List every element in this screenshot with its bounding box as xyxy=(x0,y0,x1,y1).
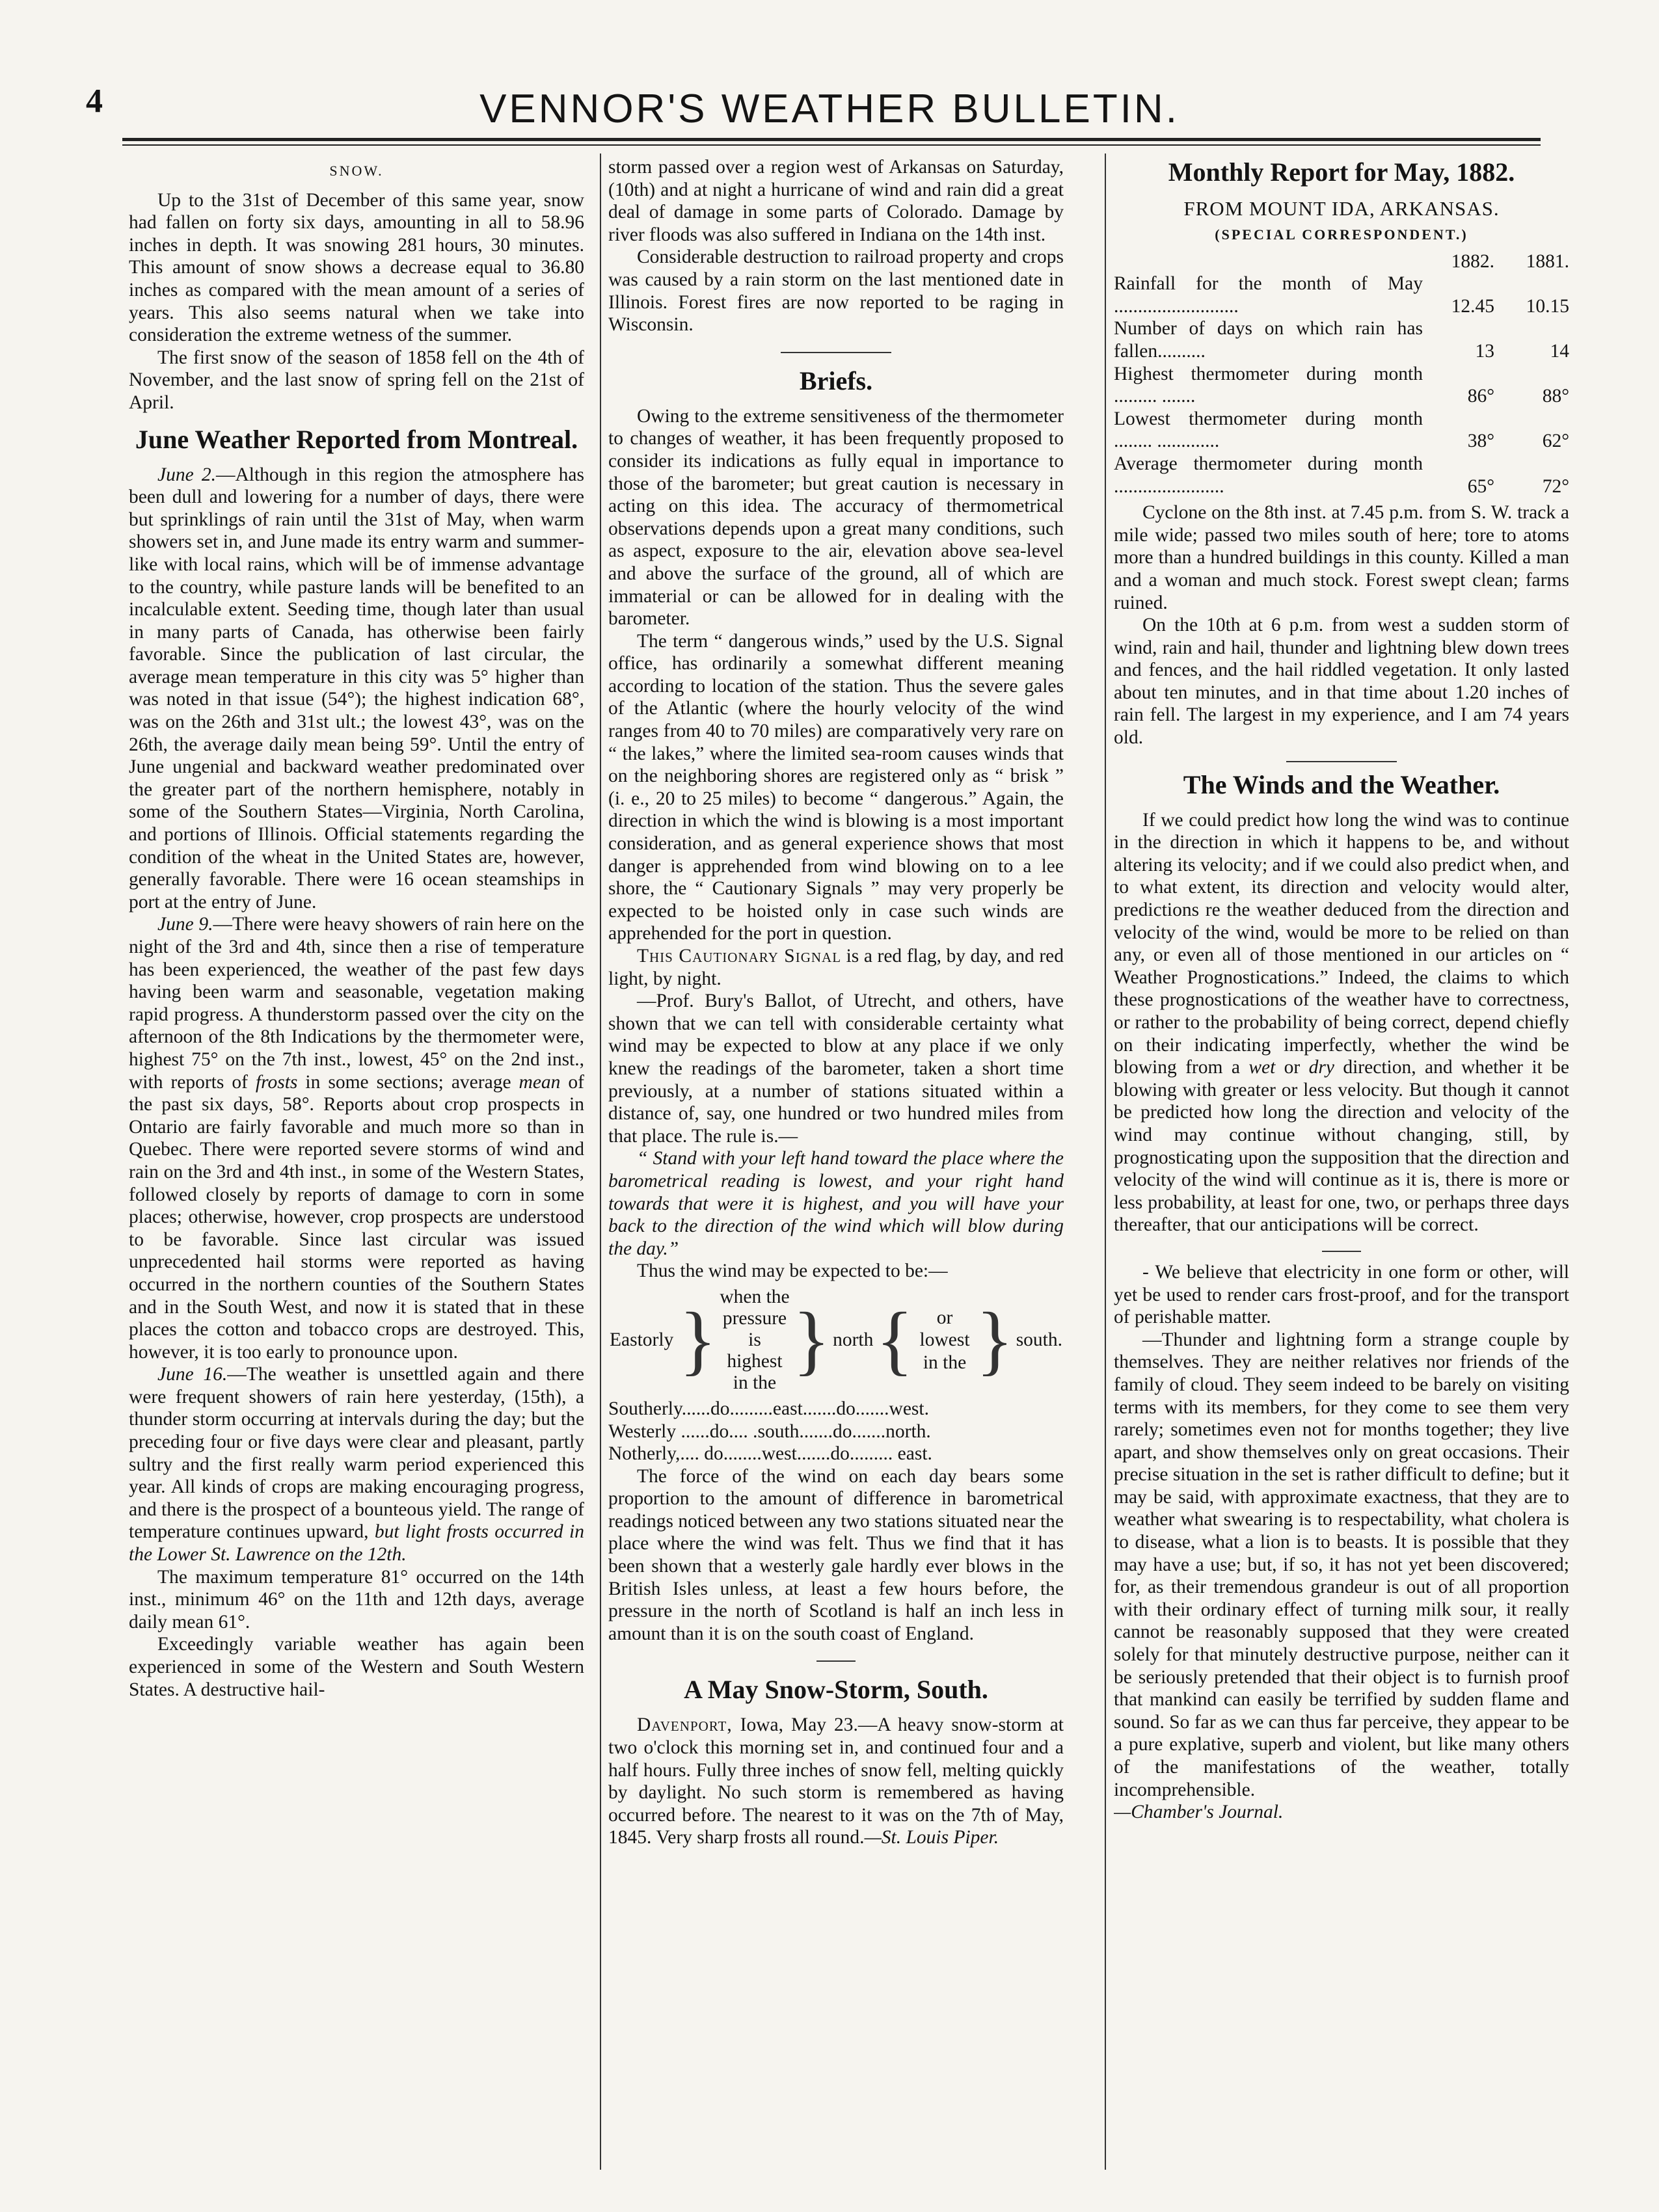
june-2-date: June 2. xyxy=(157,464,216,485)
report-label: Highest thermometer during month ......... ....... xyxy=(1114,363,1423,407)
briefs-heading: Briefs. xyxy=(799,366,873,395)
briefs-rule-quote xyxy=(608,1147,1064,1260)
brace-left-3: { xyxy=(876,1296,913,1383)
briefs-cautionary-signal xyxy=(608,945,1064,990)
cautionary-signal-caps: This Cautionary Signal xyxy=(637,946,842,966)
snow-heading: SNOW. xyxy=(329,163,384,179)
report-year-1882: 1882. xyxy=(1451,250,1494,272)
june-16-paragraph-3: Exceedingly variable weather has again been experienced in some of the Western and South Western States. A destructive hail- xyxy=(129,1634,584,1700)
report-year-1881: 1881. xyxy=(1526,250,1569,272)
header-rule xyxy=(122,138,1541,141)
column-rule-2 xyxy=(1105,153,1106,2170)
june-16-date: June 16. xyxy=(157,1364,228,1385)
winds-wet: wet xyxy=(1248,1057,1276,1078)
hail-storm-paragraph: On the 10th at 6 p.m. from west a sudden storm of wind, rain and hail, thunder and lightning blew down trees and fences, and the hail riddled vegetation. It only lasted about ten minutes, and in that time about 1.20 inches of rain fell. The largest in my experience, and I am 74 years old. xyxy=(1114,615,1569,749)
briefs-dangerous-winds: The term “ dangerous winds,” used by the U.S. Signal office, has ordinarily a somewhat different meaning according to location of the station. Thus the severe gales of the Atlantic (where the hourly velocity of the wind ranges from 40 to 70 miles) are comparatively very rare on “ the lakes,” where the limited sea-room causes winds that on the neighboring shores are registered only as “ brisk ” (i. e., 20 to 25 miles) to become “ dangerous.” Again, the direction in which the wind is blowing is a most important consideration, and as general experience shows that most danger is apprehended from wind blowing on to a lee shore, the “ Cautionary Signals ” may very properly be expected to be hoisted only in case such winds are apprehended for the port in question. xyxy=(608,630,1064,944)
wind-lowest: or lowest in the xyxy=(919,1307,970,1373)
wind-table xyxy=(608,1286,1064,1394)
report-row xyxy=(1114,317,1569,362)
winds-text-b: direction, and whether it be blowing with greater or less velocity. But though it cannot be predicted how long the direction and velocity of the wind may continue without changing, still, by prognosticating upon the supposition that the direction and velocity of the wind will continue as it is, there is more or less probability, at least for one, two, or perhaps three days thereafter, that our anticipations will be correct. xyxy=(1114,1057,1569,1236)
snowstorm-source: —St. Louis Piper. xyxy=(864,1827,999,1848)
report-label: Rainfall for the month of May .......................... xyxy=(1114,273,1423,317)
report-row xyxy=(1114,408,1569,453)
june-9-mean: mean xyxy=(519,1071,561,1093)
section-separator xyxy=(1322,1251,1361,1252)
briefs-thus: Thus the wind may be expected to be:— xyxy=(637,1260,948,1282)
railroad-damage: Considerable destruction to railroad property and crops was caused by a rain storm on the last mentioned date in Illinois. Forest fires are now reported to be raging in Wisconsin. xyxy=(608,247,1064,336)
monthly-report-heading: Monthly Report for May, 1882. xyxy=(1168,157,1515,187)
storm-continued: storm passed over a region west of Arkansas on Saturday, (10th) and at night a hurricane of wind and rain did a great deal of damage in some parts of Colorado. Damage by river floods was also suffered in Indiana on the 14th inst. xyxy=(608,157,1064,245)
wind-south: south. xyxy=(1016,1329,1062,1351)
snow-paragraph-1: Up to the 31st of December of this same year, snow had fallen on forty six days, amounting in all to 58.96 inches in depth. It was snowing 281 hours, 30 minutes. This amount of snow shows a decrease equal to 36.80 inches as compared with the mean amount of a series of years. This also seems natural when we take into consideration the extreme wetness of the summer. xyxy=(129,189,584,346)
special-correspondent: (SPECIAL CORRESPONDENT.) xyxy=(1215,226,1468,243)
report-value-1881: 62° xyxy=(1542,431,1569,452)
june-2-text: —Although in this region the atmosphere has been dull and lowering for a number of days, there were but sprinklings of rain until the 31st of May, when warm showers set in, and June made its entry warm and summer-like with local rains, which will be of immense advantage to the country, while pasture lands will be benefited to an incalculable extent. Seeding time, though later than usual in many parts of Canada, has otherwise been fairly favorable. Since the publication of last circular, the average mean temperature in this city was 5° higher than was noted in that issue (54°); the highest indication 68°, was on the 26th and 31st ult.; the lowest 43°, was on the 26th, the average daily mean being 59°. Until the entry of June ungenial and backward weather predominated over the greater part of the northern hemisphere, notably in some of the Southern States—Virginia, North Carolina, and portions of Illinois. Official statements regarding the condition of the wheat in the United States are, however, generally favorable. There were 16 ocean steamships in port at the entry of June. xyxy=(129,464,584,913)
wind-row: Westerly ......do.... .south.......do.......north. xyxy=(608,1420,931,1442)
report-label: Lowest thermometer during month ........ ............. xyxy=(1114,408,1423,452)
winds-weather-heading: The Winds and the Weather. xyxy=(1183,769,1500,799)
briefs-thermometer: Owing to the extreme sensitiveness of the thermometer to changes of weather, it has been frequently proposed to consider its indications as fully equal in importance to those of the barometer; but great caution is necessary in acting on this idea. The accuracy of thermometrical observations depends upon a great many conditions, such as aspect, exposure to the air, elevation above sea-level and above the surface of the ground, all of which are immaterial or can be allowed for in dealing with the barometer. xyxy=(608,405,1064,630)
report-value-1882: 86° xyxy=(1467,386,1494,407)
wind-north: north xyxy=(833,1329,874,1351)
june-9-date: June 9. xyxy=(157,914,213,935)
section-separator xyxy=(1286,761,1397,762)
page-number: 4 xyxy=(86,83,103,120)
report-value-1881: 72° xyxy=(1542,475,1569,497)
brace-left-2: } xyxy=(792,1296,831,1383)
june-16-frost-note: but light frosts occurred in the Lower St. Lawrence on the 12th. xyxy=(129,1521,584,1566)
winds-paragraph xyxy=(1114,809,1569,1236)
briefs-force: The force of the wind on each day bears some proportion to the amount of difference in barometrical readings noticed between any two stations situated near the place where the wind was felt. Thus we find that it has been shown that a westerly gale hardly ever blows in the British Isles unless, at least a few hours before, the pressure in the north of Scotland is half an inch less in amount than it is on the south coast of England. xyxy=(608,1465,1064,1644)
june-2-paragraph xyxy=(129,464,584,914)
report-value-1882: 38° xyxy=(1467,431,1494,452)
column-rule-1 xyxy=(600,153,601,2170)
monthly-report-table xyxy=(1114,250,1569,498)
wind-row: Southerly......do.........east.......do.......west. xyxy=(608,1398,929,1419)
rule-quote-text: “ Stand with your left hand toward the place where the barometrical reading is lowest, and your right hand towards that were it is highest, and you will have your back to the direction of the wind which will blow during the day.” xyxy=(608,1148,1064,1259)
snow-paragraph-2: The first snow of the season of 1858 fell on the 4th of November, and the last snow of spring fell on the 21st of April. xyxy=(129,347,584,413)
report-row xyxy=(1114,273,1569,317)
report-label: Average thermometer during month ....................... xyxy=(1114,453,1423,497)
snowstorm-heading: A May Snow-Storm, South. xyxy=(684,1675,988,1705)
section-separator xyxy=(781,352,891,353)
cautionary-signal-text: is a red flag, by day, and red light, by night. xyxy=(608,946,1064,989)
wind-row: Notherly,.... do........west.......do......... east. xyxy=(608,1443,932,1465)
section-separator xyxy=(816,1660,856,1662)
june-9-frosts: frosts xyxy=(255,1071,298,1093)
june-9-paragraph xyxy=(129,913,584,1363)
winds-text-a: If we could predict how long the wind was to continue in the direction in which it happens to be, and without altering its velocity; and if we could also predict when, and to what extent, its direction and velocity would alter, predictions re the weather deduced from the direction and velocity of the wind, would be more to be relied on than any, or even all of those mentioned in our articles on “ Weather Prognostications.” Indeed, the claims to which these prognostications of the weather have to correctness, or rather to the probability of being correct, depend chiefly on their indicating imperfectly, whether the wind be blowing from a xyxy=(1114,809,1569,1078)
thunder-source-text: —Chamber's Journal. xyxy=(1114,1802,1284,1823)
snowstorm-paragraph xyxy=(608,1714,1064,1849)
snowstorm-dateline: Davenport, xyxy=(637,1714,733,1736)
thunder-source xyxy=(1114,1801,1569,1824)
report-value-1881: 14 xyxy=(1550,340,1569,362)
brace-left-4: } xyxy=(976,1296,1014,1383)
cyclone-paragraph: Cyclone on the 8th inst. at 7.45 p.m. from S. W. track a mile wide; passed two miles south of here; tore to atoms more than a hundred buildings in this county. Killed a man and a woman and much stock. Forest swept clean; farms ruined. xyxy=(1114,502,1569,613)
june-weather-heading: June Weather Reported from Montreal. xyxy=(135,424,578,454)
running-head: VENNOR'S WEATHER BULLETIN. xyxy=(479,87,1180,131)
june-9-text-c: of the past six days, 58°. Reports about crop prospects in Ontario are fairly favorable and much more so than in Quebec. There were reported severe storms of wind and rain on the 3rd and 4th inst., in some of the Western States, followed closely by reports of damage to corn in some places; otherwise, however, crop prospects are understood to be favorable. Since last circular was issued unprecedented hail storms were reported as having occurred in the northern counties of the Southern States and in the South West, and now it is stated that in these places the cotton and tobacco crops are destroyed. This, however, it is too early to pronounce upon. xyxy=(129,1071,584,1363)
june-16-paragraph xyxy=(129,1363,584,1566)
report-label: Number of days on which rain has fallen.......... xyxy=(1114,318,1423,362)
report-value-1882: 65° xyxy=(1467,475,1494,497)
column-3 xyxy=(1114,156,1569,2179)
briefs-buys-ballot: —Prof. Bury's Ballot, of Utrecht, and others, have shown that we can tell with considerable certainty what wind may be expected to blow at any place if we only knew the readings of the barometer, taken a short time previously, at a number of stations situated within a distance of, say, one hundred or two hundred miles from that place. The rule is.— xyxy=(608,991,1064,1147)
report-header-row xyxy=(1114,250,1569,273)
report-row xyxy=(1114,363,1569,408)
wind-eastorly: Eastorly xyxy=(610,1329,674,1351)
thunder-paragraph: —Thunder and lightning form a strange couple by themselves. They are neither relatives nor friends of the family of cloud. They seem indeed to be barely on visiting terms with its members, for they come to see them very rarely; sometimes even not for months together; they live apart, and show themselves only on great occasions. Their precise situation in the set is rather difficult to define; but it may be said, with approximate exactness, that they are to weather what swearing is to respectability, what cholera is to disease, what a lion is to beasts. It is possible that they may have a use; but, if so, it has not yet been discovered; for, as their tremendous grandeur is out of all proportion with their ordinary effect of turning milk sour, it really cannot be reasonably supposed that they were created solely for that minutely destructive purpose, neither can it be seriously pretended that their object is to furnish proof that mankind can easily be terrified by sudden flame and sound. So far as we can thus far perceive, they appear to be a pure explative, superb and violent, but like many others of the manifestations of the weather, totally incomprehensible. xyxy=(1114,1329,1569,1800)
electricity-paragraph: - We believe that electricity in one form or other, will yet be used to render cars frost-proof, and for the transport of perishable matter. xyxy=(1114,1261,1569,1328)
monthly-report-subheading: FROM MOUNT IDA, ARKANSAS. xyxy=(1183,197,1500,220)
brace-left-1: } xyxy=(679,1296,717,1383)
june-16-paragraph-2: The maximum temperature 81° occurred on the 14th inst., minimum 46° on the 11th and 12th days, average daily mean 61°. xyxy=(129,1566,584,1632)
wind-pressure: when the pressure is highest in the xyxy=(720,1286,790,1393)
snowstorm-text: Iowa, May 23.—A heavy snow-storm at two o'clock this morning set in, and continued four and a half hours. Fully three inches of snow fell, melting quickly by daylight. No such storm is remembered as having occurred before. The nearest to it was on the 7th of May, 1845. Very sharp frosts all round. xyxy=(608,1714,1064,1848)
report-value-1882: 12.45 xyxy=(1451,295,1494,317)
report-value-1882: 13 xyxy=(1475,340,1494,362)
column-2 xyxy=(608,156,1064,2179)
june-9-text-b: in some sections; average xyxy=(297,1071,519,1093)
report-value-1881: 10.15 xyxy=(1526,295,1569,317)
column-1 xyxy=(129,156,584,2179)
winds-or: or xyxy=(1275,1057,1309,1078)
june-16-text: —The weather is unsettled again and there were frequent showers of rain here yesterday, (15th), a thunder storm occurring at intervals during the day; but the preceding four or five days were clear and pleasant, partly sultry and the first really warm period experienced this year. All kinds of crops are making encouraging progress, and there is the prospect of a bounteous yield. The range of temperature continues upward, xyxy=(129,1364,584,1543)
winds-dry: dry xyxy=(1308,1057,1334,1078)
report-value-1881: 88° xyxy=(1542,386,1569,407)
report-row xyxy=(1114,453,1569,498)
june-9-text-a: —There were heavy showers of rain here on the night of the 3rd and 4th, since then a rise of temperature has been experienced, the weather of the past few days having been warm and seasonable, vegetation making rapid progress. A thunderstorm passed over the city on the afternoon of the 8th Indications by the thermometer were, highest 75° on the 7th inst., lowest, 45° on the 2nd inst., with reports of xyxy=(129,914,584,1093)
header-rule-thin xyxy=(122,144,1541,146)
